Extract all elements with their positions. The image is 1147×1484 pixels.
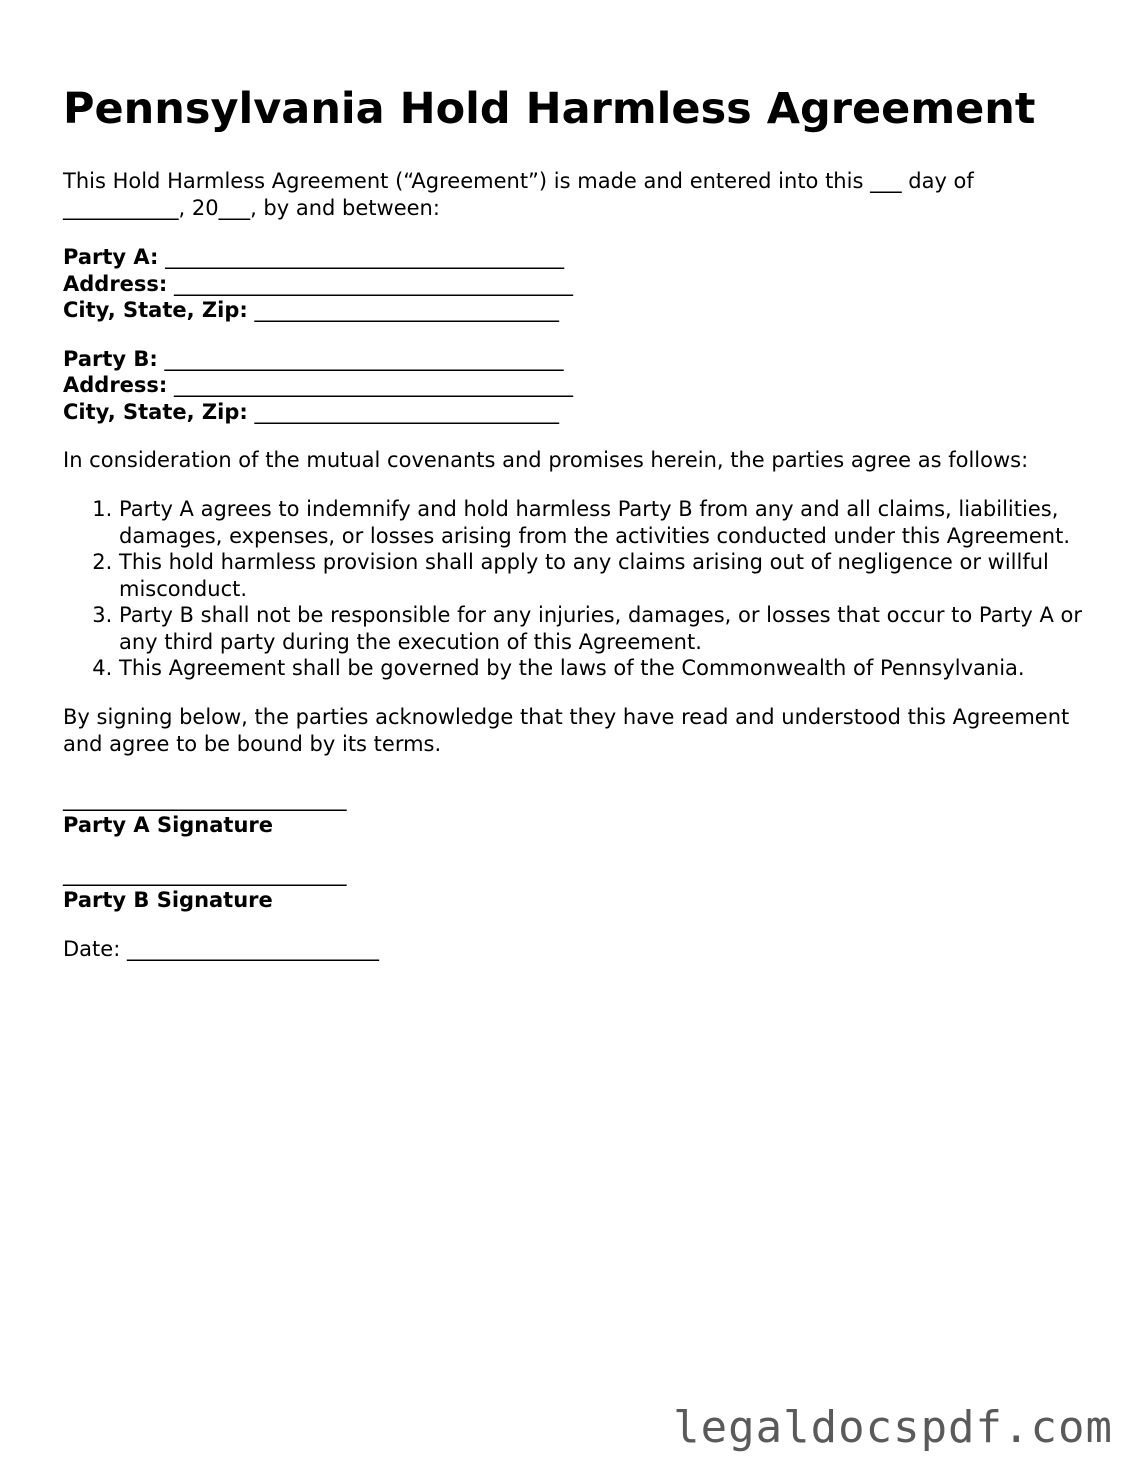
party-b-name-blank[interactable]: ______________________________________ bbox=[164, 346, 564, 371]
consideration-paragraph: In consideration of the mutual covenants and promises herein, the parties agree as follows: bbox=[63, 448, 1029, 472]
party-a-signature-label: Party A Signature bbox=[63, 813, 274, 837]
party-b-address-label: Address: bbox=[63, 373, 168, 397]
party-b-signature-label: Party B Signature bbox=[63, 888, 273, 912]
party-a-city-label: City, State, Zip: bbox=[63, 298, 248, 322]
party-a-name-blank[interactable]: ______________________________________ bbox=[165, 245, 565, 269]
party-a-signature-block bbox=[63, 786, 1103, 839]
party-b-name-label: Party B: bbox=[63, 346, 158, 371]
party-a-city-blank[interactable]: _____________________________ bbox=[254, 298, 559, 322]
document-title: Pennsylvania Hold Harmless Agreement bbox=[63, 84, 1036, 134]
party-b-city-field[interactable] bbox=[63, 399, 1103, 426]
party-b-address-field[interactable] bbox=[63, 372, 1103, 399]
document-page bbox=[63, 82, 1103, 962]
party-a-name-label: Party A: bbox=[63, 245, 159, 269]
intro-line-1: This Hold Harmless Agreement (“Agreement”) is made and entered into this ___ day of bbox=[63, 169, 974, 193]
party-a-address-label: Address: bbox=[63, 271, 168, 296]
acknowledgment-paragraph: By signing below, the parties acknowledge that they have read and understood this Agreement and agree to be bound by its terms. bbox=[63, 704, 1070, 756]
party-b-signature-line[interactable]: ___________________________ bbox=[63, 861, 347, 886]
party-b-address-blank[interactable]: ______________________________________ bbox=[174, 373, 574, 397]
date-field[interactable] bbox=[63, 936, 1103, 963]
term-item-3: 3. Party B shall not be responsible for any injuries, damages, or losses that occur to Party A or any third party during the execution of this Agreement. bbox=[119, 602, 1103, 655]
terms-list bbox=[63, 496, 1103, 682]
party-b-name-field[interactable] bbox=[63, 346, 1103, 373]
party-b-city-blank[interactable]: _____________________________ bbox=[254, 399, 559, 424]
term-item-4: 4. This Agreement shall be governed by the laws of the Commonwealth of Pennsylvania. bbox=[119, 655, 1103, 682]
party-a-address-field[interactable] bbox=[63, 271, 1103, 298]
party-b-city-label: City, State, Zip: bbox=[63, 399, 248, 424]
term-item-1: 1. Party A agrees to indemnify and hold harmless Party B from any and all claims, liabilities, damages, expenses, or losses arising from the activities conducted under this Agreement. bbox=[119, 496, 1103, 549]
date-blank[interactable]: ________________________ bbox=[126, 936, 379, 961]
date-label: Date: bbox=[63, 936, 121, 961]
party-b-block bbox=[63, 346, 1103, 426]
party-a-block bbox=[63, 244, 1103, 324]
party-b-signature-block bbox=[63, 861, 1103, 914]
party-a-name-field[interactable] bbox=[63, 244, 1103, 271]
intro-line-2: ___________, 20___, by and between: bbox=[63, 196, 440, 220]
watermark-text: legaldocspdf.com bbox=[673, 1402, 1113, 1453]
party-a-address-blank[interactable]: ______________________________________ bbox=[174, 271, 574, 296]
party-a-signature-line[interactable]: ___________________________ bbox=[63, 786, 347, 811]
party-a-city-field[interactable] bbox=[63, 297, 1103, 324]
intro-paragraph bbox=[63, 168, 1103, 222]
term-item-2: 2. This hold harmless provision shall apply to any claims arising out of negligence or willful misconduct. bbox=[119, 549, 1103, 602]
